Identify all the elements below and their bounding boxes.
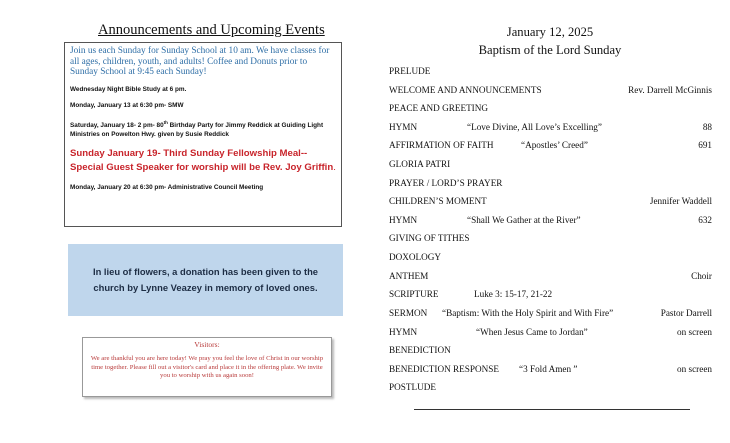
order-item-peace xyxy=(389,103,712,116)
birthday-party-notice xyxy=(70,118,336,140)
order-title: “Baptism: With the Holy Spirit and With Fire” xyxy=(442,308,614,318)
order-label: DOXOLOGY xyxy=(389,252,442,262)
order-item-scripture xyxy=(389,289,712,302)
announcements-box xyxy=(64,42,342,227)
order-leader: Rev. Darrell McGinnis xyxy=(628,85,712,95)
order-item-hymn-88 xyxy=(389,122,712,135)
order-item-postlude xyxy=(389,382,712,395)
order-label: POSTLUDE xyxy=(389,382,436,392)
order-label: GLORIA PATRI xyxy=(389,159,451,169)
order-item-welcome xyxy=(389,85,712,98)
order-label: PRELUDE xyxy=(389,66,431,76)
order-item-hymn-jordan xyxy=(389,327,712,340)
order-label: PRAYER / LORD’S PRAYER xyxy=(389,178,503,188)
bible-study-notice: Wednesday Night Bible Study at 6 pm. xyxy=(70,85,187,93)
party-text-start: Saturday, January 18- 2 pm- 80 xyxy=(70,121,164,129)
order-item-hymn-632 xyxy=(389,215,712,228)
bottom-divider xyxy=(414,409,690,410)
order-leader: Pastor Darrell xyxy=(660,308,712,318)
flowers-text: In lieu of flowers, a donation has been given to the church by Lynne Veazey in memory of loved ones. xyxy=(92,266,319,293)
visitors-title: Visitors: xyxy=(194,340,220,349)
order-label: ANTHEM xyxy=(389,271,429,281)
order-item-affirmation xyxy=(389,140,712,153)
order-label: PEACE AND GREETING xyxy=(389,103,489,113)
order-item-childrens-moment xyxy=(389,196,712,209)
service-date: January 12, 2025 xyxy=(506,25,594,39)
party-text-end: Birthday Party for Jimmy Reddick at Guiding Light Ministries on Powelton Hwy. given by Susie Reddick xyxy=(70,121,324,139)
fellowship-text: Sunday January 19- Third Sunday Fellowship Meal--Special Guest Speaker for worship will be Rev. Joy Griffin xyxy=(70,147,334,173)
order-item-gloria xyxy=(389,159,712,172)
order-number: 88 xyxy=(702,122,712,132)
smw-notice: Monday, January 13 at 6:30 pm- SMW xyxy=(70,102,184,109)
order-number: 691 xyxy=(698,140,712,150)
order-title: Luke 3: 15-17, 21-22 xyxy=(474,289,553,299)
announcements-title: Announcements and Upcoming Events xyxy=(98,22,325,38)
visitors-box xyxy=(82,337,332,397)
order-leader: Jennifer Waddell xyxy=(649,196,712,206)
sunday-school-notice: Join us each Sunday for Sunday School at 10 am. We have classes for all ages, children, youth, and adults! Coffee and Donuts prior to Sunday School at 9:45 each Sunday! xyxy=(70,46,330,77)
order-label: WELCOME AND ANNOUNCEMENTS xyxy=(389,85,542,95)
party-ordinal-suffix: th xyxy=(163,119,168,125)
order-item-tithes xyxy=(389,233,712,246)
fellowship-period: . xyxy=(333,161,336,173)
order-title: “3 Fold Amen ” xyxy=(519,364,578,374)
order-label: HYMN xyxy=(389,327,418,337)
order-note: on screen xyxy=(677,364,712,374)
order-label: HYMN xyxy=(389,122,418,132)
order-item-prayer xyxy=(389,178,712,191)
flowers-memorial-notice xyxy=(68,244,343,316)
order-label: SCRIPTURE xyxy=(389,289,439,299)
order-label: BENEDICTION RESPONSE xyxy=(389,364,499,374)
order-label: AFFIRMATION OF FAITH xyxy=(389,140,494,150)
order-item-prelude xyxy=(389,66,712,79)
order-title: “Love Divine, All Love’s Excelling” xyxy=(467,122,602,132)
fellowship-meal-notice xyxy=(70,147,336,175)
order-item-anthem xyxy=(389,271,712,284)
order-label: HYMN xyxy=(389,215,418,225)
visitors-text: We are thankful you are here today! We pray you feel the love of Christ in our worship time together. Please fill out a visitor's card and place it in the offering plate. We invite you to worship with us again soon! xyxy=(90,355,324,379)
order-leader: Choir xyxy=(691,271,712,281)
order-item-sermon xyxy=(389,308,712,321)
order-number: 632 xyxy=(698,215,712,225)
order-title: “Apostles’ Creed” xyxy=(521,140,588,150)
order-note: on screen xyxy=(677,327,712,337)
council-meeting-notice: Monday, January 20 at 6:30 pm- Administrative Council Meeting xyxy=(70,183,264,191)
order-item-benediction xyxy=(389,345,712,358)
order-label: BENEDICTION xyxy=(389,345,451,355)
service-occasion: Baptism of the Lord Sunday xyxy=(478,43,622,57)
order-title: “When Jesus Came to Jordan” xyxy=(476,327,588,337)
order-label: CHILDREN’S MOMENT xyxy=(389,196,487,206)
order-label: GIVING OF TITHES xyxy=(389,233,470,243)
order-label: SERMON xyxy=(389,308,428,318)
order-item-doxology xyxy=(389,252,712,265)
order-title: “Shall We Gather at the River” xyxy=(467,215,581,225)
order-item-benediction-response xyxy=(389,364,712,377)
